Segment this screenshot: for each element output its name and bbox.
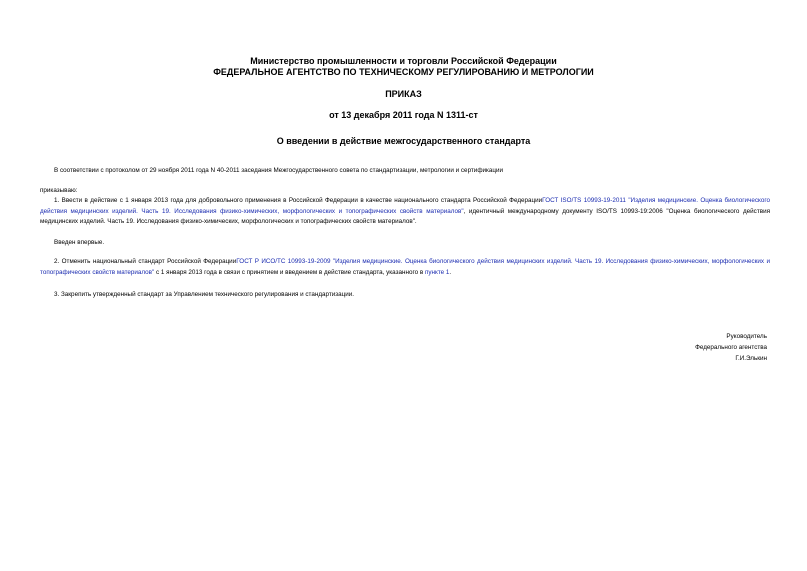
order-date-number: от 13 декабря 2011 года N 1311-ст bbox=[329, 110, 478, 120]
gost-iso-ts-10993-19-2011-link[interactable]: ГОСТ ISO/TS 10993-19-2011 "Изделия медицинские. Оценка биологического действия медицинских изделий. Часть 19. Исследования физико-химических, морфологических и топографических свойств материалов" bbox=[40, 197, 770, 215]
item-2-middle: с 1 января 2013 года в связи с принятием и введением в действие стандарта, указанного в bbox=[154, 268, 425, 276]
agency-title: ФЕДЕРАЛЬНОЕ АГЕНТСТВО ПО ТЕХНИЧЕСКОМУ РЕГУЛИРОВАНИЮ И МЕТРОЛОГИИ bbox=[213, 67, 594, 77]
gost-r-iso-ts-10993-19-2009-link[interactable]: ГОСТ Р ИСО/ТС 10993-19-2009 "Изделия медицинские. Оценка биологического действия медицинских изделий. Часть 19. Исследования физико-химических, морфологических и топографических свойств материалов" bbox=[40, 258, 771, 276]
preamble-text: В соответствии с протоколом от 29 ноября 2011 года N 40-2011 заседания Межгосударственного совета по стандартизации, метрологии и сертификации bbox=[54, 167, 504, 174]
signature-name: Г.И.Элькин bbox=[735, 355, 767, 362]
item-2-suffix: . bbox=[449, 268, 452, 276]
item-2-paragraph bbox=[40, 257, 770, 278]
item-3-text: 3. Закрепить утвержденный стандарт за Управлением технического регулирования и стандартизации. bbox=[54, 291, 355, 298]
order-word: приказываю: bbox=[40, 187, 78, 194]
item-2-prefix: 2. Отменить национальный стандарт Российской Федерации bbox=[54, 258, 237, 265]
introduced-first-text: Введен впервые. bbox=[54, 239, 105, 246]
item-1-prefix: 1. Ввести в действие с 1 января 2013 года для добровольного применения в Российской Федерации в качестве национального стандарта Российской Федерации bbox=[54, 197, 543, 204]
document-type: ПРИКАЗ bbox=[385, 89, 422, 99]
ministry-title: Министерство промышленности и торговли Российской Федерации bbox=[250, 56, 557, 66]
signature-position: Руководитель bbox=[726, 333, 767, 340]
signature-agency: Федерального агентства bbox=[695, 344, 767, 351]
order-subject: О введении в действие межгосударственного стандарта bbox=[276, 136, 531, 146]
item-1-reference-link[interactable]: пункте 1 bbox=[424, 268, 450, 276]
item-1-suffix: , идентичный международному документу ISO/TS 10993-19:2006 "Оценка биологического действия медицинских изделий. Часть 19. Исследования физико-химических, морфологических и топографических свойств материалов". bbox=[40, 207, 770, 226]
item-1-paragraph bbox=[40, 196, 770, 228]
